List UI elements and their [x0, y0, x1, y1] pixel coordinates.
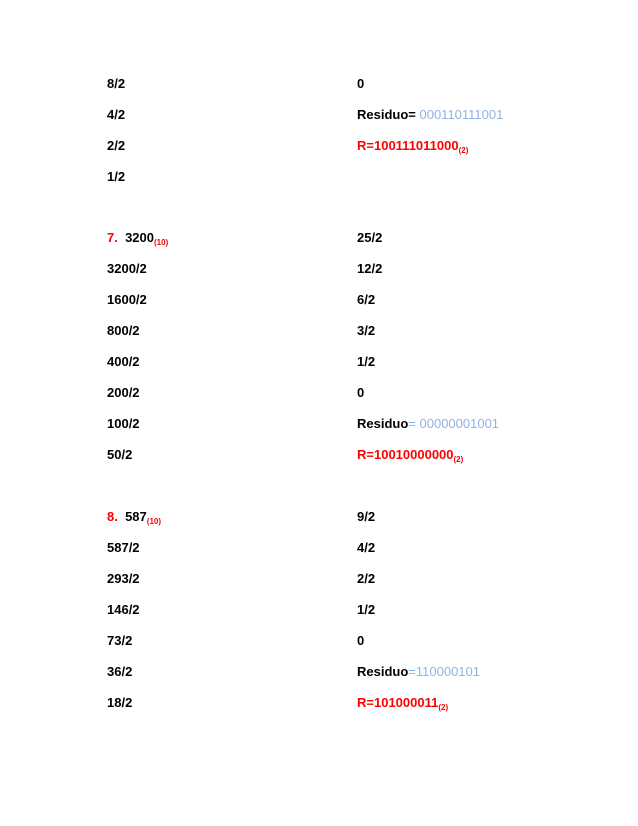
residuo-label: Residuo [357, 664, 409, 679]
division-step: 4/2 [357, 540, 376, 555]
result-line [357, 695, 448, 711]
problem-number: 8. [107, 509, 118, 524]
division-step: 293/2 [107, 571, 140, 586]
residuo-line [357, 416, 499, 432]
division-step: 18/2 [107, 695, 133, 710]
result-value: R=101000011 [357, 695, 439, 710]
result-value: R=10010000000 [357, 447, 454, 462]
problem-value: 3200 [125, 230, 154, 245]
division-step: 8/2 [107, 76, 126, 91]
problem-number: 7. [107, 230, 118, 245]
division-step: 50/2 [107, 447, 133, 462]
problem-heading [107, 230, 168, 246]
division-step: 0 [357, 385, 365, 400]
residuo-line [357, 664, 480, 680]
division-step: 3/2 [357, 323, 376, 338]
problem-value: 587 [125, 509, 147, 524]
problem-base: (10) [146, 517, 162, 526]
result-base: (2) [453, 455, 464, 464]
division-step: 1/2 [107, 169, 126, 184]
residuo-value: =110000101 [408, 664, 480, 679]
result-base: (2) [438, 703, 449, 712]
division-step: 2/2 [107, 138, 126, 153]
residuo-line [357, 107, 503, 123]
division-step: 800/2 [107, 323, 140, 338]
division-step: 36/2 [107, 664, 133, 679]
division-step: 400/2 [107, 354, 140, 369]
division-step: 25/2 [357, 230, 383, 245]
division-step: 2/2 [357, 571, 376, 586]
division-step: 200/2 [107, 385, 140, 400]
division-step: 4/2 [107, 107, 126, 122]
residuo-label: Residuo [357, 416, 409, 431]
division-step: 3200/2 [107, 261, 147, 276]
division-step: 9/2 [357, 509, 376, 524]
division-step: 0 [357, 633, 365, 648]
division-step: 1600/2 [107, 292, 147, 307]
residuo-label: Residuo= [357, 107, 416, 122]
result-base: (2) [458, 146, 469, 155]
residuo-value: = 00000001001 [408, 416, 500, 431]
division-step: 1/2 [357, 354, 376, 369]
division-step: 73/2 [107, 633, 133, 648]
residuo-value: 000110111001 [415, 107, 504, 122]
division-step: 12/2 [357, 261, 383, 276]
division-step: 100/2 [107, 416, 140, 431]
division-step: 146/2 [107, 602, 140, 617]
result-line [357, 138, 468, 154]
division-step: 0 [357, 76, 365, 91]
result-line [357, 447, 463, 463]
problem-base: (10) [154, 238, 169, 247]
division-step: 587/2 [107, 540, 140, 555]
division-step: 1/2 [357, 602, 376, 617]
division-step: 6/2 [357, 292, 376, 307]
problem-heading [107, 509, 161, 525]
result-value: R=100111011000 [357, 138, 459, 153]
